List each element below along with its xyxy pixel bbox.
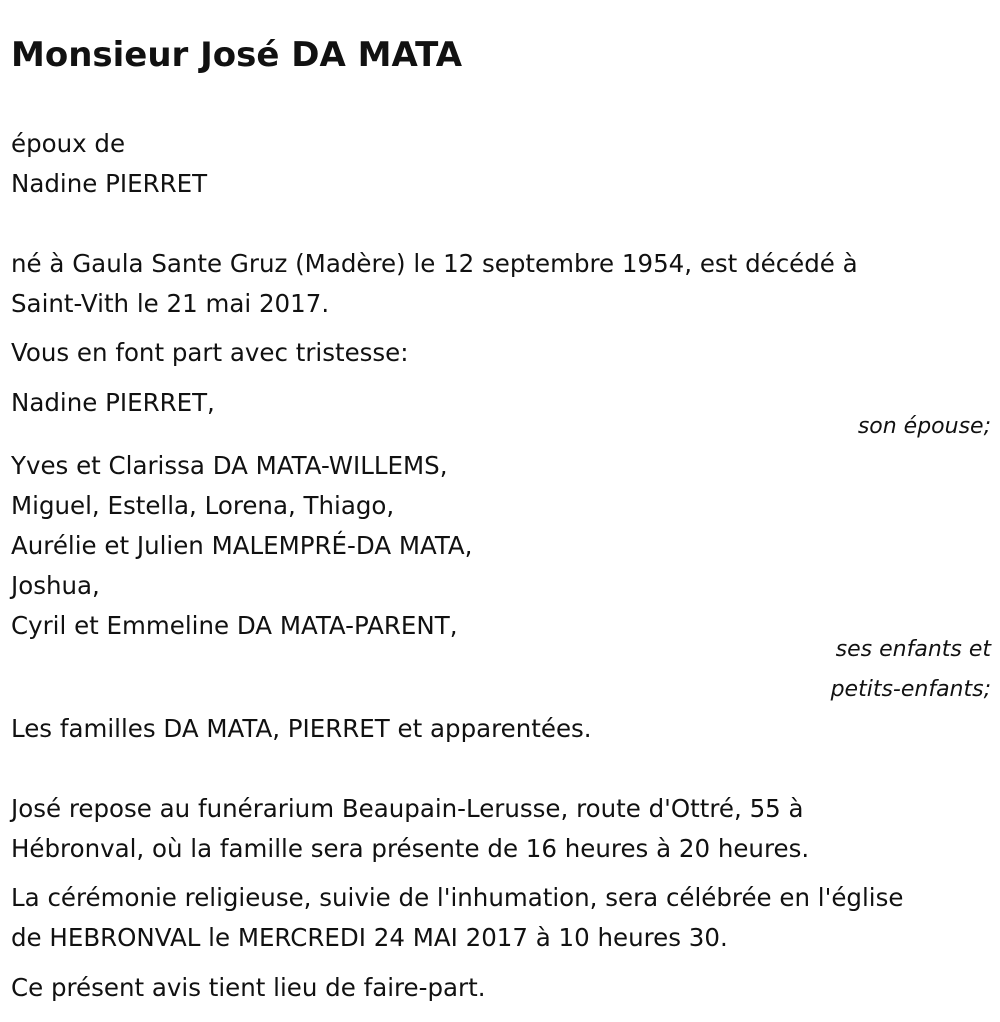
spouse-mourner: Nadine PIERRET, xyxy=(11,388,215,417)
mourner-line: Joshua, xyxy=(11,571,100,600)
rest-text-line-1: José repose au funérarium Beaupain-Lerusse, route d'Ottré, 55 à xyxy=(11,794,804,823)
ceremony-text-line-2: de HEBRONVAL le MERCREDI 24 MAI 2017 à 10 heures 30. xyxy=(11,923,728,952)
announce-text: Vous en font part avec tristesse: xyxy=(11,338,409,367)
spouse-intro: époux de xyxy=(11,129,126,158)
spouse-role: son épouse; xyxy=(857,414,991,439)
birth-death-text-line-2: Saint-Vith le 21 mai 2017. xyxy=(11,289,330,318)
children-role-line-2: petits-enfants; xyxy=(830,677,991,702)
birth-death-text-line-1: né à Gaula Sante Gruz (Madère) le 12 septembre 1954, est décédé à xyxy=(11,249,858,278)
spouse-name: Nadine PIERRET xyxy=(11,169,208,198)
rest-text-line-2: Hébronval, où la famille sera présente de 16 heures à 20 heures. xyxy=(11,834,810,863)
families-text: Les familles DA MATA, PIERRET et apparentées. xyxy=(11,714,592,743)
ceremony-text-line-1: La cérémonie religieuse, suivie de l'inhumation, sera célébrée en l'église xyxy=(11,883,904,912)
children-role-line-1: ses enfants et xyxy=(835,637,991,662)
mourner-line: Aurélie et Julien MALEMPRÉ-DA MATA, xyxy=(11,531,473,560)
mourner-line: Miguel, Estella, Lorena, Thiago, xyxy=(11,491,395,520)
mourner-line: Cyril et Emmeline DA MATA-PARENT, xyxy=(11,611,458,640)
closing-text: Ce présent avis tient lieu de faire-part. xyxy=(11,973,486,1002)
mourner-line: Yves et Clarissa DA MATA-WILLEMS, xyxy=(11,451,448,480)
page-title: Monsieur José DA MATA xyxy=(11,35,463,75)
